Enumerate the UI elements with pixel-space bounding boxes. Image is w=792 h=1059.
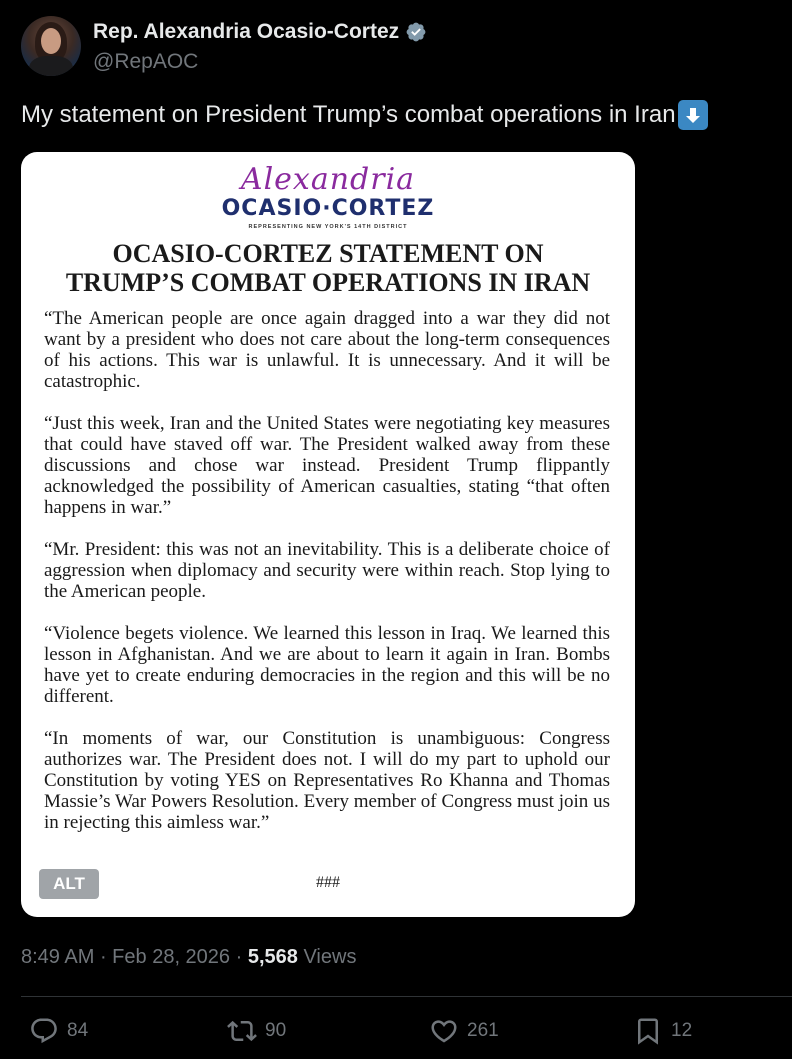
alt-text-button[interactable]: ALT bbox=[39, 869, 99, 899]
logo-main: OCASIO·CORTEZ bbox=[221, 196, 435, 221]
statement-image[interactable] bbox=[21, 152, 635, 917]
statement-paragraph: “The American people are once again dragged into a war they did not want by a president who does not care about the long-term consequences of his actions. This war is unlawful. It is unnecessary. And it will be catastrophic. bbox=[44, 308, 610, 392]
logo-subtitle: REPRESENTING NEW YORK'S 14TH DISTRICT bbox=[248, 224, 408, 230]
heart-icon bbox=[429, 1016, 459, 1046]
statement-paragraph: “Mr. President: this was not an inevitability. This is a deliberate choice of aggression when diplomacy and security were within reach. Stop lying to the American people. bbox=[44, 539, 610, 602]
bookmark-count: 12 bbox=[671, 1020, 693, 1041]
tweet-header bbox=[21, 16, 761, 78]
statement-paragraph: “Just this week, Iran and the United States were negotiating key measures that could have staved off war. The President walked away from these discussions and chose war instead. President Trump flippantly acknowledged the possibility of American casualties, stating “that often happens in war.” bbox=[44, 413, 610, 518]
reply-icon bbox=[29, 1016, 59, 1046]
reply-count: 84 bbox=[67, 1020, 89, 1041]
bookmark-icon bbox=[633, 1016, 663, 1046]
statement-title-line-2: TRUMP’S COMBAT OPERATIONS IN IRAN bbox=[65, 268, 591, 297]
tweet-time[interactable]: 8:49 AM bbox=[21, 946, 95, 968]
tweet-text bbox=[21, 100, 708, 130]
meta-separator: · bbox=[230, 946, 248, 968]
views-label: Views bbox=[303, 946, 357, 968]
divider bbox=[21, 996, 792, 997]
tweet-text-content: My statement on President Trump’s combat operations in Iran bbox=[21, 101, 676, 128]
action-bar bbox=[21, 1012, 721, 1052]
repost-button[interactable] bbox=[227, 1016, 286, 1046]
author-name-row bbox=[93, 20, 427, 44]
repost-icon bbox=[227, 1016, 257, 1046]
avatar[interactable] bbox=[21, 16, 81, 76]
statement-title-line-1: OCASIO-CORTEZ STATEMENT ON bbox=[112, 239, 544, 268]
like-button[interactable] bbox=[429, 1016, 499, 1046]
repost-count: 90 bbox=[265, 1020, 287, 1041]
logo-script: Alexandria bbox=[240, 162, 416, 197]
statement-paragraph: “Violence begets violence. We learned this lesson in Iraq. We learned this lesson in Afghanistan. And we are about to learn it again in Iran. Bombs have yet to create enduring democracies in the region and this will be no different. bbox=[44, 623, 610, 707]
statement-body bbox=[44, 308, 610, 854]
tweet-meta bbox=[21, 946, 356, 969]
views-count: 5,568 bbox=[247, 946, 298, 968]
author-handle[interactable]: @RepAOC bbox=[93, 50, 199, 73]
statement-title bbox=[21, 239, 635, 297]
statement-paragraph: “In moments of war, our Constitution is unambiguous: Congress authorizes war. The President does not. I will do my part to uphold our Constitution by voting YES on Representatives Ro Khanna and Thomas Massie’s War Powers Resolution. Every member of Congress must join us in rejecting this aimless war.” bbox=[44, 728, 610, 833]
like-count: 261 bbox=[467, 1020, 499, 1041]
meta-separator: · bbox=[94, 946, 113, 968]
verified-badge-icon bbox=[405, 21, 427, 43]
author-name[interactable]: Rep. Alexandria Ocasio-Cortez bbox=[93, 20, 400, 43]
down-arrow-emoji-icon bbox=[678, 100, 708, 130]
bookmark-button[interactable] bbox=[633, 1016, 692, 1046]
reply-button[interactable] bbox=[29, 1016, 88, 1046]
end-mark: ### bbox=[316, 874, 340, 891]
tweet-date[interactable]: Feb 28, 2026 bbox=[112, 946, 231, 968]
